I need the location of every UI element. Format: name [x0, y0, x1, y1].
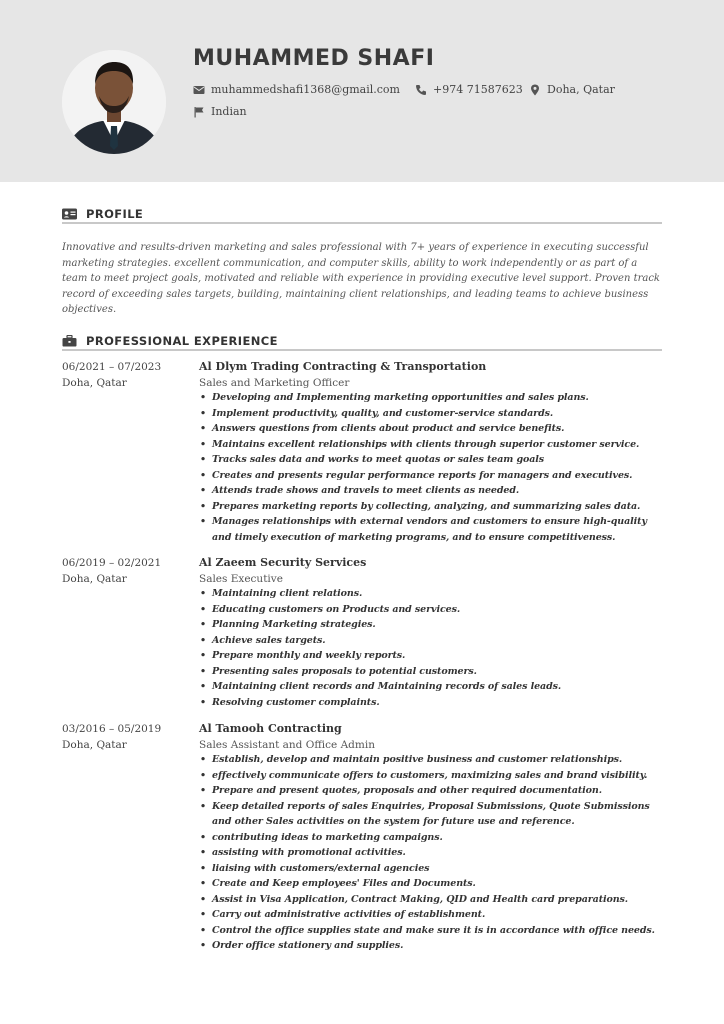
duty-item: • Presenting sales proposals to potential customers. — [199, 664, 662, 680]
job-location: Doha, Qatar — [62, 377, 127, 389]
email-icon — [193, 84, 205, 96]
duty-item: • Attends trade shows and travels to meet clients as needed. — [199, 483, 662, 499]
duty-item: • Achieve sales targets. — [199, 633, 662, 649]
job-location: Doha, Qatar — [62, 573, 127, 585]
duty-item: • Create and Keep employees' Files and Documents. — [199, 876, 662, 892]
duty-item: • Planning Marketing strategies. — [199, 617, 662, 633]
phone-contact — [415, 83, 523, 96]
duty-item: • Keep detailed reports of sales Enquiries, Proposal Submissions, Quote Submissions and other Sales activities on the system for future use and reference. — [199, 799, 662, 830]
nationality-text: Indian — [211, 105, 247, 118]
job-role: Sales and Marketing Officer — [199, 377, 350, 389]
duty-item: • Creates and presents regular performance reports for managers and executives. — [199, 468, 662, 484]
duty-item: • effectively communicate offers to customers, maximizing sales and brand visibility. — [199, 768, 662, 784]
job-dates: 06/2019 – 02/2021 — [62, 557, 162, 569]
job-company: Al Zaeem Security Services — [199, 556, 367, 569]
job-duties-list — [199, 586, 662, 710]
duty-item: • Assist in Visa Application, Contract Making, QID and Health card preparations. — [199, 892, 662, 908]
job-duties-list — [199, 390, 662, 545]
location-contact — [529, 83, 615, 96]
experience-section-title — [62, 334, 278, 348]
experience-divider — [62, 349, 662, 351]
duty-item: • Maintaining client relations. — [199, 586, 662, 602]
email-text: muhammedshafi1368@gmail.com — [211, 83, 400, 96]
duty-item: • Carry out administrative activities of establishment. — [199, 907, 662, 923]
duty-item: • Manages relationships with external vendors and customers to ensure high-quality and timely execution of marketing programs, and to ensure competitiveness. — [199, 514, 662, 545]
profile-summary: Innovative and results-driven marketing and sales professional with 7+ years of experience in executing successful marketing strategies. excellent communication, and computer skills, ability to work independently or as part of a team to meet project goals, motivated and reliable with experience in providing executive level support. Proven track record of exceeding sales targets, building, maintaining client relationships, and leading teams to achieve business objectives. — [62, 242, 660, 316]
job-role: Sales Assistant and Office Admin — [199, 739, 375, 751]
nationality-contact — [193, 105, 247, 118]
experience-heading: PROFESSIONAL EXPERIENCE — [86, 334, 278, 348]
profile-heading: PROFILE — [86, 207, 144, 221]
duty-item: • Maintains excellent relationships with clients through superior customer service. — [199, 437, 662, 453]
duty-item: • Maintaining client records and Maintaining records of sales leads. — [199, 679, 662, 695]
profile-divider — [62, 222, 662, 224]
phone-text: +974 71587623 — [433, 83, 523, 96]
duty-item: • Order office stationery and supplies. — [199, 938, 662, 954]
job-dates: 03/2016 – 05/2019 — [62, 723, 162, 735]
duty-item: • Establish, develop and maintain positive business and customer relationships. — [199, 752, 662, 768]
duty-item: • Answers questions from clients about product and service benefits. — [199, 421, 662, 437]
duty-item: • Prepares marketing reports by collecting, analyzing, and summarizing sales data. — [199, 499, 662, 515]
map-pin-icon — [529, 84, 541, 96]
duty-item: • Developing and Implementing marketing opportunities and sales plans. — [199, 390, 662, 406]
job-duties-list — [199, 752, 662, 954]
job-role: Sales Executive — [199, 573, 283, 585]
email-contact — [193, 83, 400, 96]
job-company: Al Dlym Trading Contracting & Transportation — [199, 360, 487, 373]
phone-icon — [415, 84, 427, 96]
flag-icon — [193, 106, 205, 118]
duty-item: • Educating customers on Products and services. — [199, 602, 662, 618]
duty-item: • Implement productivity, quality, and customer-service standards. — [199, 406, 662, 422]
duty-item: • Tracks sales data and works to meet quotas or sales team goals — [199, 452, 662, 468]
duty-item: • Prepare and present quotes, proposals and other required documentation. — [199, 783, 662, 799]
duty-item: • liaising with customers/external agencies — [199, 861, 662, 877]
duty-item: • Resolving customer complaints. — [199, 695, 662, 711]
job-company: Al Tamooh Contracting — [199, 722, 342, 735]
job-location: Doha, Qatar — [62, 739, 127, 751]
job-dates: 06/2021 – 07/2023 — [62, 361, 162, 373]
profile-section-title — [62, 207, 143, 221]
id-card-icon — [62, 208, 77, 220]
duty-item: • assisting with promotional activities. — [199, 845, 662, 861]
duty-item: • Control the office supplies state and make sure it is in accordance with office needs. — [199, 923, 662, 939]
candidate-name: MUHAMMED SHAFI — [193, 46, 435, 71]
location-text: Doha, Qatar — [547, 83, 615, 96]
duty-item: • contributing ideas to marketing campaigns. — [199, 830, 662, 846]
profile-photo — [62, 50, 166, 154]
duty-item: • Prepare monthly and weekly reports. — [199, 648, 662, 664]
person-portrait-icon — [62, 50, 166, 154]
briefcase-icon — [62, 335, 77, 347]
